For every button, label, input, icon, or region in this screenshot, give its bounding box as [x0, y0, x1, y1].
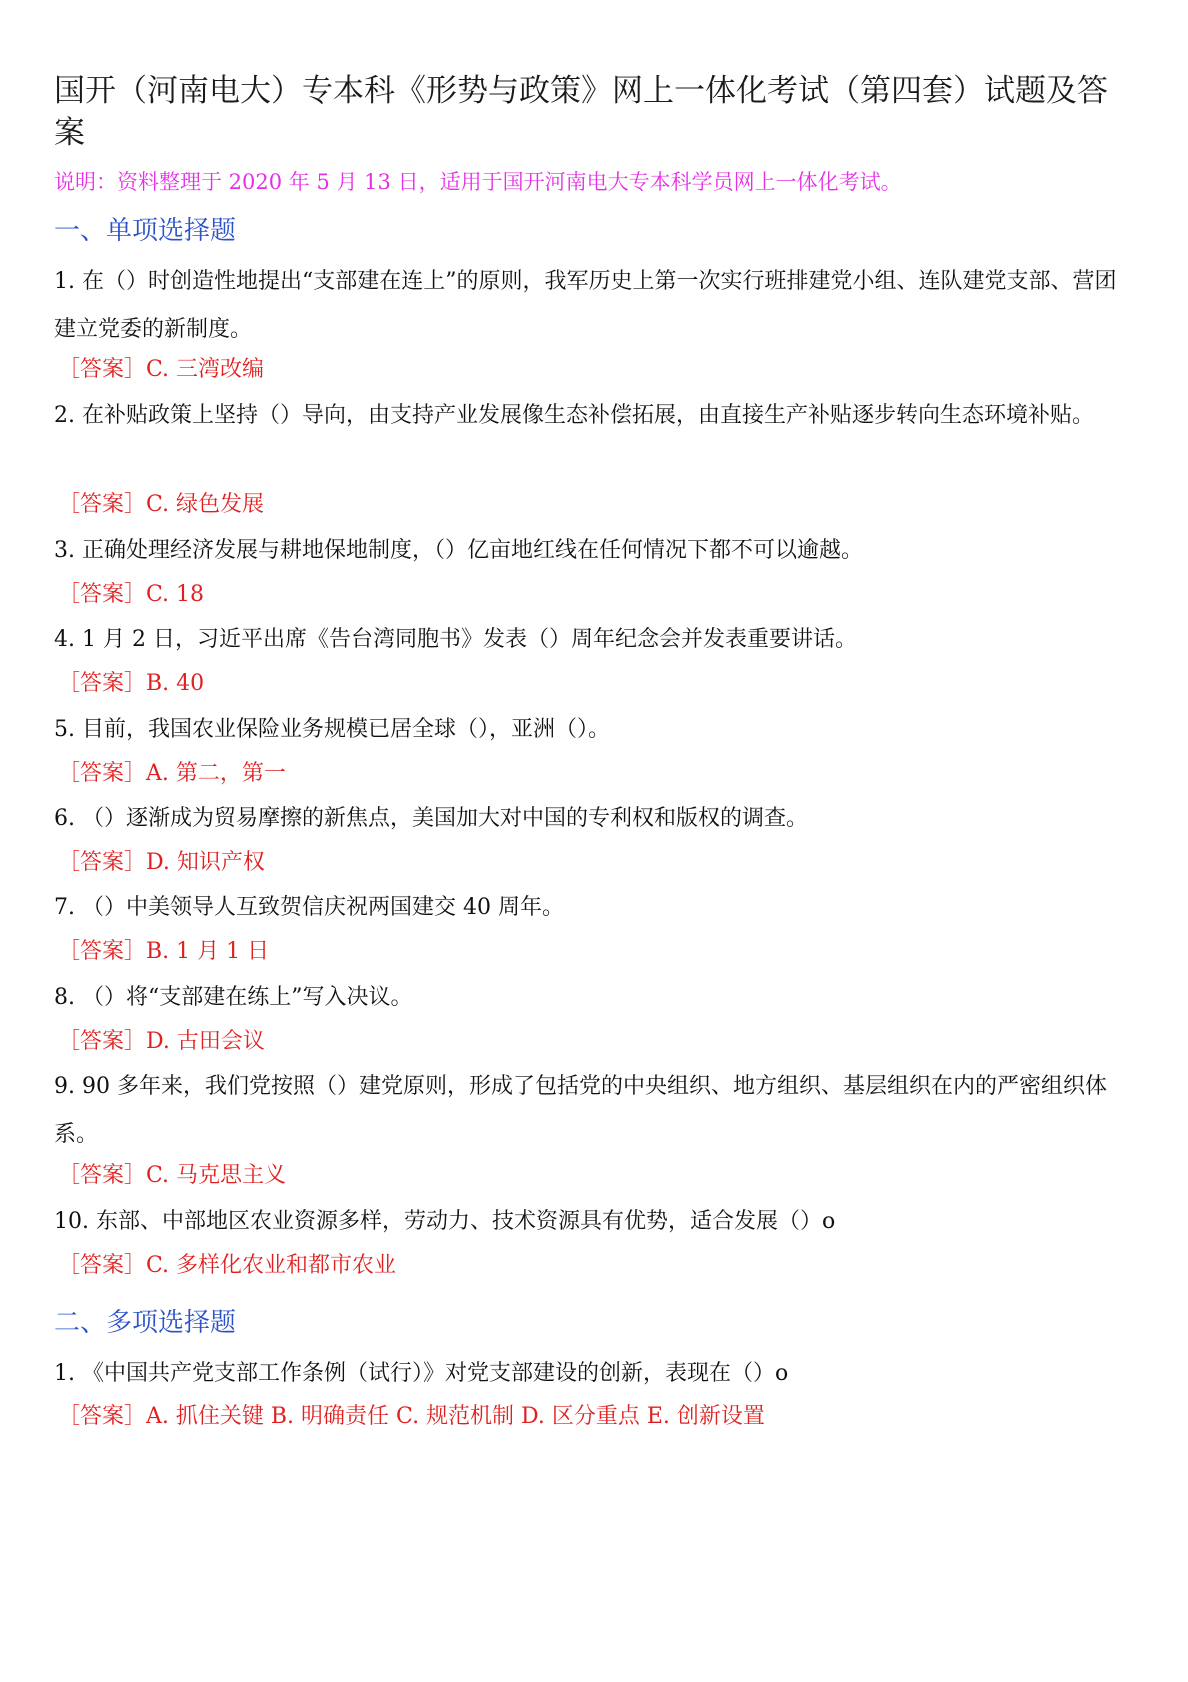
question-text: 1. 《中国共产党支部工作条例（试行）》对党支部建设的创新，表现在（）o	[54, 1361, 789, 1386]
section-heading-single-choice: 一、单项选择题	[54, 216, 237, 246]
question-text: 5. 目前，我国农业保险业务规模已居全球（），亚洲（）。	[54, 717, 610, 742]
answer-text: ［答案］A. 抓住关键 B. 明确责任 C. 规范机制 D. 区分重点 E. 创新设置	[58, 1404, 765, 1429]
question-text: 3. 正确处理经济发展与耕地保地制度，（）亿亩地红线在任何情况下都不可以逾越。	[54, 538, 863, 563]
answer-text: ［答案］C. 18	[58, 582, 205, 607]
question-text: 2. 在补贴政策上坚持（）导向，由支持产业发展像生态补偿拓展，由直接生产补贴逐步转向生态环境补贴。	[54, 403, 1094, 428]
section-heading-multiple-choice: 二、多项选择题	[54, 1308, 237, 1338]
question-text: 9. 90 多年来，我们党按照（）建党原则，形成了包括党的中央组织、地方组织、基层组织在内的严密组织体系。	[54, 1074, 1107, 1147]
question-text: 8. （）将“支部建在练上”写入决议。	[54, 985, 413, 1010]
answer-text: ［答案］C. 多样化农业和都市农业	[58, 1253, 397, 1278]
document-title: 国开（河南电大）专本科《形势与政策》网上一体化考试（第四套）试题及答案	[54, 73, 1108, 151]
question-text: 1. 在（）时创造性地提出“支部建在连上”的原则，我军历史上第一次实行班排建党小组、连队建党支部、营团建立党委的新制度。	[54, 269, 1117, 342]
question-text: 10. 东部、中部地区农业资源多样，劳动力、技术资源具有优势，适合发展（）o	[54, 1209, 836, 1234]
answer-text: ［答案］C. 三湾改编	[58, 357, 265, 382]
answer-text: ［答案］C. 马克思主义	[58, 1163, 287, 1188]
question-text: 7. （）中美领导人互致贺信庆祝两国建交 40 周年。	[54, 895, 564, 920]
answer-text: ［答案］C. 绿色发展	[58, 492, 265, 517]
document-note: 说明：资料整理于 2020 年 5 月 13 日，适用于国开河南电大专本科学员网上一体化考试。	[54, 170, 902, 194]
question-text: 4. 1 月 2 日，习近平出席《告台湾同胞书》发表（）周年纪念会并发表重要讲话。	[54, 627, 857, 652]
question-text: 6. （）逐渐成为贸易摩擦的新焦点，美国加大对中国的专利权和版权的调查。	[54, 806, 808, 831]
answer-text: ［答案］D. 古田会议	[58, 1029, 265, 1054]
answer-text: ［答案］D. 知识产权	[58, 850, 265, 875]
answer-text: ［答案］B. 40	[58, 671, 205, 696]
answer-text: ［答案］B. 1 月 1 日	[58, 939, 270, 964]
answer-text: ［答案］A. 第二，第一	[58, 761, 286, 786]
